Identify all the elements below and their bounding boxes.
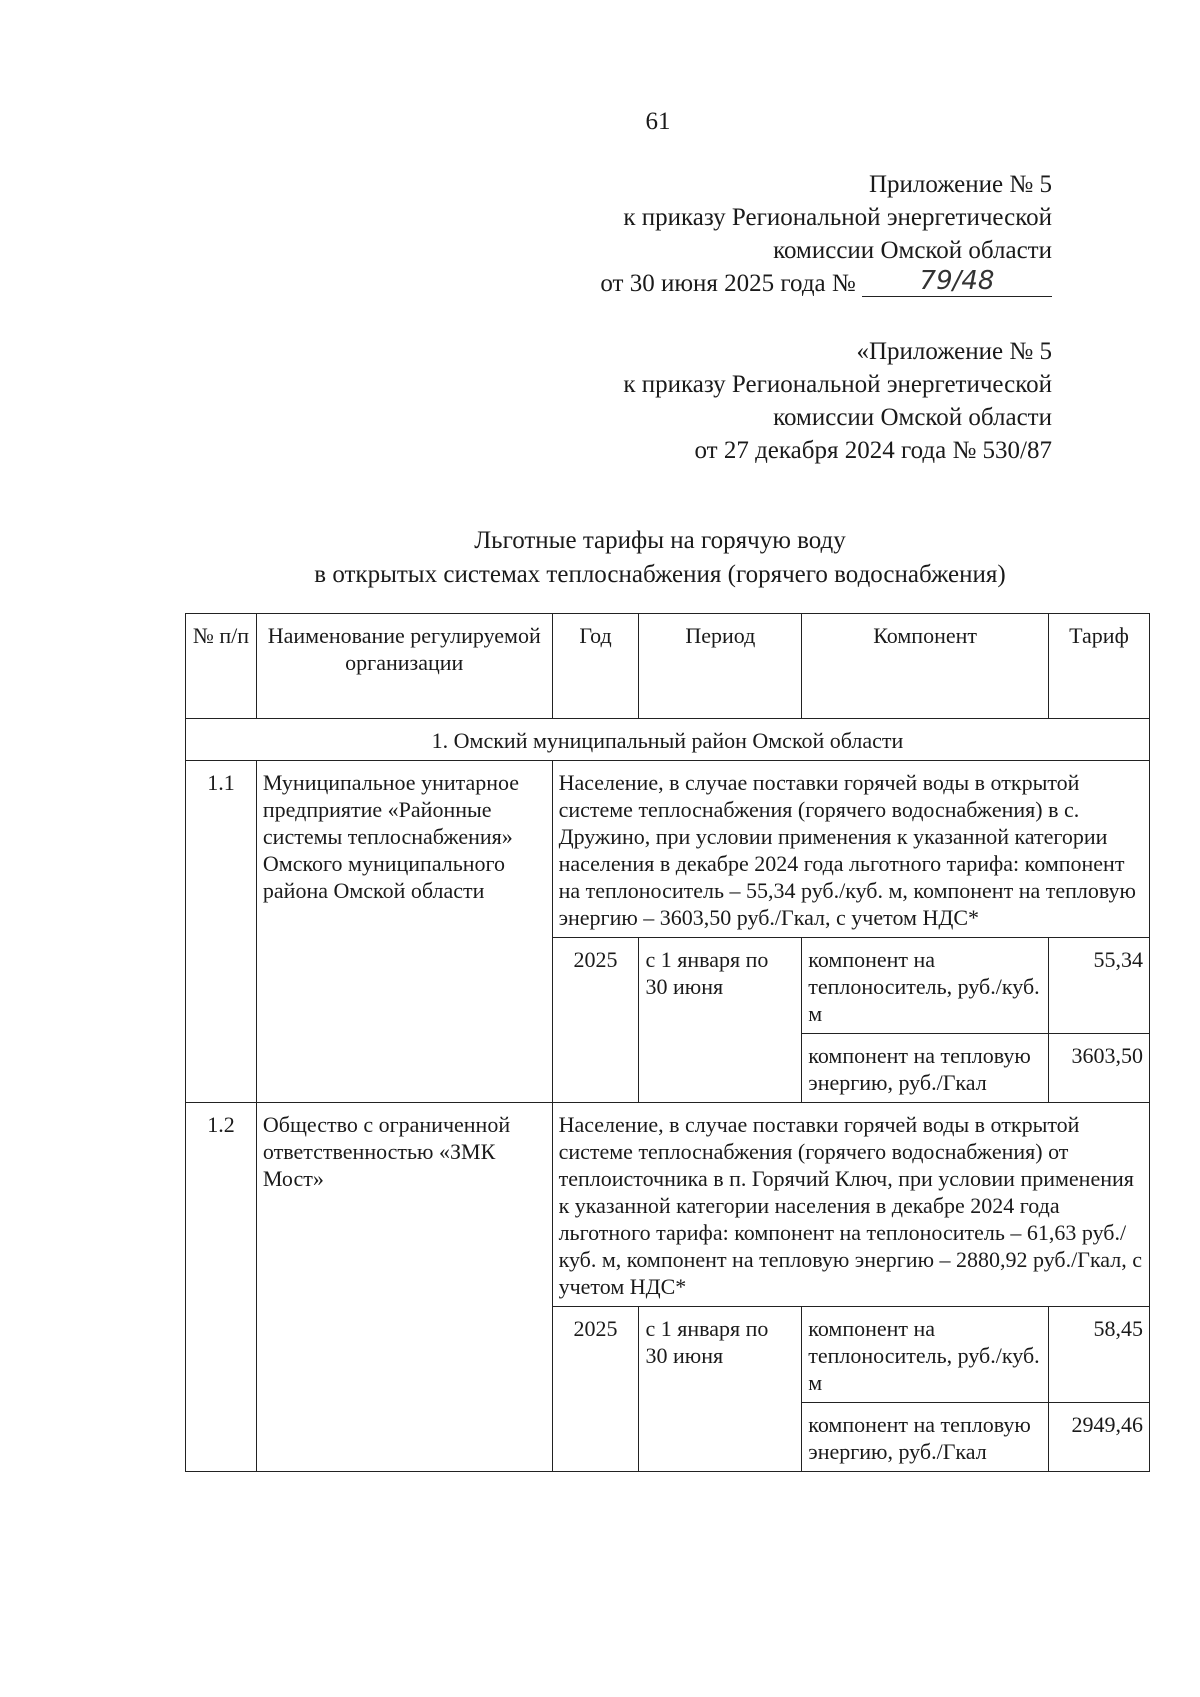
- organization-name: Муниципальное унитарное предприятие «Районные системы теплоснабжения» Омского муниципального района Омской области: [256, 761, 552, 1103]
- header-component: Компонент: [802, 614, 1049, 719]
- tariff-year: 2025: [552, 938, 639, 1103]
- header-num: № п/п: [186, 614, 257, 719]
- prior-header-line1: «Приложение № 5: [856, 338, 1052, 365]
- prior-header-line3: комиссии Омской области: [773, 404, 1052, 431]
- appendix-header-line2: к приказу Региональной энергетической: [623, 204, 1052, 231]
- table-header-row: [186, 614, 1150, 719]
- tariff-value: 3603,50: [1048, 1034, 1149, 1103]
- section-row: [186, 719, 1150, 761]
- handwritten-order-number: 79/48: [862, 266, 1052, 297]
- consumer-description: Население, в случае поставки горячей воды в открытой системе теплоснабжения (горячего водоснабжения) от теплоисточника в п. Горячий Ключ, при условии применения к указанной категории населения в декабре 2024 года льготного тарифа: компонент на теплоноситель – 61,63 руб./куб. м, компонент на тепловую энергию – 2880,92 руб./Гкал, с учетом НДС*: [552, 1103, 1149, 1307]
- title-line2: в открытых системах теплоснабжения (горячего водоснабжения): [314, 561, 1006, 588]
- appendix-header-line3: комиссии Омской области: [773, 237, 1052, 264]
- header-period: Период: [639, 614, 802, 719]
- header-tariff: Тариф: [1048, 614, 1149, 719]
- tariff-value: 58,45: [1048, 1307, 1149, 1403]
- appendix-header: [600, 168, 1052, 300]
- tariff-value: 55,34: [1048, 938, 1149, 1034]
- prior-appendix-header: [623, 335, 1052, 467]
- organization-name: Общество с ограниченной ответственностью «ЗМК Мост»: [256, 1103, 552, 1472]
- tariff-table: [185, 613, 1150, 1472]
- title-line1: Льготные тарифы на горячую воду: [474, 527, 846, 554]
- component-name: компонент на тепловую энергию, руб./Гкал: [802, 1034, 1049, 1103]
- order-date-label: от 30 июня 2025 года №: [600, 270, 856, 297]
- component-name: компонент на тепловую энергию, руб./Гкал: [802, 1403, 1049, 1472]
- header-year: Год: [552, 614, 639, 719]
- row-number: 1.2: [186, 1103, 257, 1472]
- document-title: [180, 524, 1140, 592]
- tariff-value: 2949,46: [1048, 1403, 1149, 1472]
- appendix-header-line1: Приложение № 5: [868, 171, 1052, 198]
- tariff-period: с 1 января по 30 июня: [639, 938, 802, 1103]
- row-number: 1.1: [186, 761, 257, 1103]
- table-row: [186, 761, 1150, 938]
- header-org: Наименование регулируемой организации: [256, 614, 552, 719]
- consumer-description: Население, в случае поставки горячей воды в открытой системе теплоснабжения (горячего водоснабжения) в с. Дружино, при условии применения к указанной категории населения в декабре 2024 года льготного тарифа: компонент на теплоноситель – 55,34 руб./куб. м, компонент на тепловую энергию – 3603,50 руб./Гкал, с учетом НДС*: [552, 761, 1149, 938]
- section-title: 1. Омский муниципальный район Омской области: [186, 719, 1150, 761]
- component-name: компонент на теплоноситель, руб./куб. м: [802, 1307, 1049, 1403]
- page-number: 61: [645, 108, 671, 135]
- appendix-header-line4: [600, 267, 1052, 300]
- prior-header-line4: от 27 декабря 2024 года № 530/87: [694, 437, 1052, 464]
- tariff-period: с 1 января по 30 июня: [639, 1307, 802, 1472]
- component-name: компонент на теплоноситель, руб./куб. м: [802, 938, 1049, 1034]
- prior-header-line2: к приказу Региональной энергетической: [623, 371, 1052, 398]
- table-row: [186, 1103, 1150, 1307]
- tariff-year: 2025: [552, 1307, 639, 1472]
